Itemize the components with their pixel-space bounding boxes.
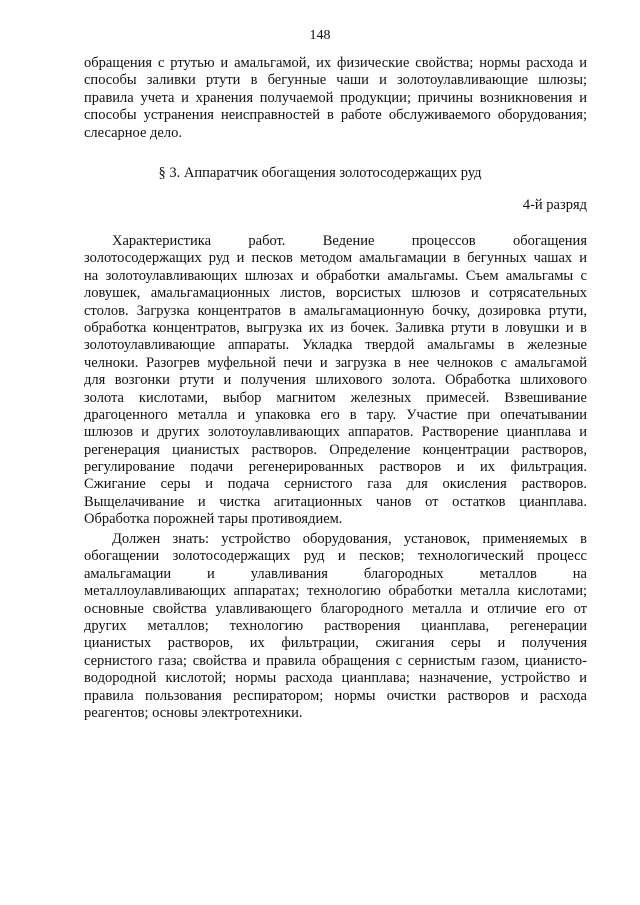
text-line: обработка концентратов, выгрузка их из бочек. Заливка ртути в ловушки и в	[84, 319, 587, 336]
rank-label: 4-й разряд	[522, 197, 587, 213]
text-line: Обработка порожней тары противоядием.	[84, 511, 343, 528]
text-line: правила пользования респиратором; нормы очистки растворов и расхода	[84, 687, 587, 704]
text-line: Сжигание серы и подача сернистого газа для окисления растворов.	[84, 476, 587, 493]
must-know-paragraph	[84, 531, 587, 722]
text-line: способы заливки ртути в бегунные чаши и золотоулавливающие шлюзы;	[84, 72, 587, 89]
text-line: металлоулавливающих аппаратах; технологию обработки металла кислотами;	[84, 583, 587, 600]
text-line: драгоценного металла и упаковка его в тару. Участие при опечатывании	[84, 406, 587, 423]
text-line: других металлов; технологию растворения цианплава, регенерации	[84, 617, 587, 634]
work-description-paragraph	[84, 233, 587, 529]
text-line: золота кислотами, выбор магнитом железных примесей. Взвешивание	[84, 389, 587, 406]
section-title: § 3. Аппаратчик обогащения золотосодержащих руд	[158, 165, 482, 181]
text-line: обращения с ртутью и амальгамой, их физические свойства; нормы расхода и	[84, 55, 587, 71]
text-line: правила учета и хранения получаемой продукции; причины возникновения и	[84, 89, 587, 106]
text-line: шлюзов и других золотоулавливающих аппаратов. Растворение цианплава и	[84, 424, 587, 441]
page-number: 148	[309, 28, 331, 43]
text-line: столов. Загрузка концентратов в амальгамационную бочку, дозировка ртути,	[84, 302, 587, 319]
text-line: основные свойства улавливающего благородного металла и отличие его от	[84, 600, 587, 617]
text-line: Должен знать: устройство оборудования, установок, применяемых в	[112, 531, 587, 547]
text-line: золотосодержащих руд и песков методом амальгамации в бегунных чашах и	[84, 250, 587, 267]
text-line: способы устранения неисправностей в работе обслуживаемого оборудования;	[84, 107, 587, 124]
text-line: слесарное дело.	[84, 124, 182, 141]
text-line: амальгамации и улавливания благородных металлов на	[84, 565, 587, 582]
text-line: Характеристика работ. Ведение процессов обогащения	[112, 233, 587, 249]
text-line: обогащении золотосодержащих руд и песков; технологический процесс	[84, 548, 587, 565]
intro-paragraph	[84, 55, 587, 142]
text-line: челноки. Разогрев муфельной печи и загрузка в нее челноков с амальгамой	[84, 354, 587, 371]
text-line: ловушек, амальгамационных листов, ворсистых шлюзов и сотрясательных	[84, 285, 587, 302]
text-line: цианистых растворов, их фильтрации, сжигания серы и получения	[84, 635, 587, 652]
text-line: реагентов; основы электротехники.	[84, 704, 303, 721]
text-line: Выщелачивание и чистка агитационных чанов от остатков цианплава.	[84, 493, 587, 510]
text-line: водородной кислотой; нормы расхода цианплава; назначение, устройство и	[84, 670, 587, 687]
text-line: регенерация цианистых растворов. Определение концентрации растворов,	[84, 441, 587, 458]
text-line: золотоулавливающие аппараты. Укладка твердой амальгамы в железные	[84, 337, 587, 354]
text-line: для возгонки ртути и получения шлихового золота. Обработка шлихового	[84, 372, 587, 389]
text-line: регулирование подачи регенерированных растворов и их фильтрация.	[84, 459, 587, 476]
text-line: на золотоулавливающих шлюзах и обработки амальгамы. Съем амальгамы с	[84, 267, 587, 284]
text-line: сернистого газа; свойства и правила обращения с сернистым газом, цианисто-	[84, 652, 587, 669]
